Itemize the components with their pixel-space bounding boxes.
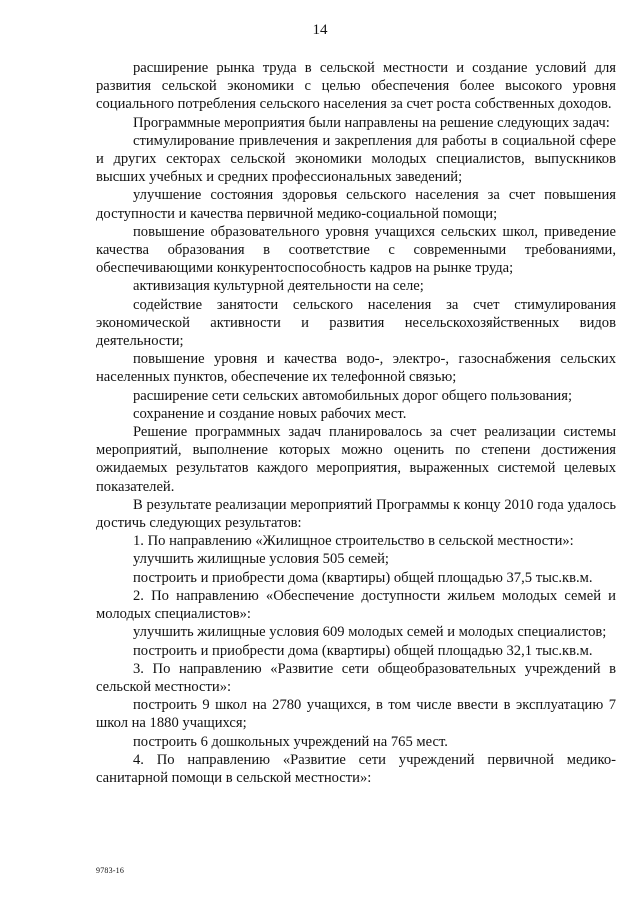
paragraph: построить 6 дошкольных учреждений на 765 мест.: [133, 733, 448, 750]
paragraph: 2. По направлению «Обеспечение доступности жильем молодых семей и молодых специалистов»:: [96, 587, 616, 623]
paragraph: улучшение состояния здоровья сельского населения за счет повышения доступности и качества первичной медико-социальной помощи;: [96, 187, 616, 222]
paragraph: активизация культурной деятельности на селе;: [133, 278, 424, 295]
paragraph: Решение программных задач планировалось за счет реализации системы мероприятий, выполнение которых можно оценить по степени достижения ожидаемых результатов каждого мероприятия, выраженных системой целевых показателей.: [96, 424, 616, 495]
paragraph: 4. По направлению «Развитие сети учреждений первичной медико-санитарной помощи в сельской местности»:: [96, 751, 616, 786]
document-code: 9783-16: [96, 866, 125, 875]
paragraph: сохранение и создание новых рабочих мест.: [133, 405, 407, 422]
paragraph: улучшить жилищные условия 609 молодых семей и молодых специалистов;: [133, 624, 607, 641]
paragraph: Программные мероприятия были направлены на решение следующих задач:: [133, 114, 610, 131]
paragraph: стимулирование привлечения и закрепления для работы в социальной сфере и других секторах сельской экономики молодых специалистов, выпускников высших учебных и средних профессиональных заведений;: [96, 132, 616, 186]
paragraph: 3. По направлению «Развитие сети общеобразовательных учреждений в сельской местности»:: [96, 660, 616, 695]
paragraph: построить 9 школ на 2780 учащихся, в том числе ввести в эксплуатацию 7 школ на 1880 учащихся;: [96, 697, 616, 732]
paragraph: построить и приобрести дома (квартиры) общей площадью 32,1 тыс.кв.м.: [133, 642, 593, 659]
paragraph: расширение сети сельских автомобильных дорог общего пользования;: [133, 387, 573, 404]
paragraph: построить и приобрести дома (квартиры) общей площадью 37,5 тыс.кв.м.: [133, 569, 593, 586]
paragraph: повышение образовательного уровня учащихся сельских школ, приведение качества образования в соответствие с современными требованиями, обеспечивающими конкурентоспособность кадров на рынке труда;: [96, 223, 616, 277]
paragraph: улучшить жилищные условия 505 семей;: [133, 551, 389, 568]
body-text: [96, 59, 616, 787]
paragraph: повышение уровня и качества водо-, электро-, газоснабжения сельских населенных пунктов, обеспечение их телефонной связью;: [96, 351, 616, 386]
paragraph: содействие занятости сельского населения за счет стимулирования экономической активности и развития несельскохозяйственных видов деятельности;: [96, 296, 616, 350]
paragraph: 1. По направлению «Жилищное строительство в сельской местности»:: [133, 533, 574, 550]
page-number: 14: [312, 22, 328, 38]
paragraph: В результате реализации мероприятий Программы к концу 2010 года удалось достичь следующих результатов:: [96, 496, 616, 532]
paragraph: расширение рынка труда в сельской местности и создание условий для развития сельской экономики с целью обеспечения более высокого уровня социального потребления сельского населения за счет роста собственных доходов.: [96, 60, 616, 113]
